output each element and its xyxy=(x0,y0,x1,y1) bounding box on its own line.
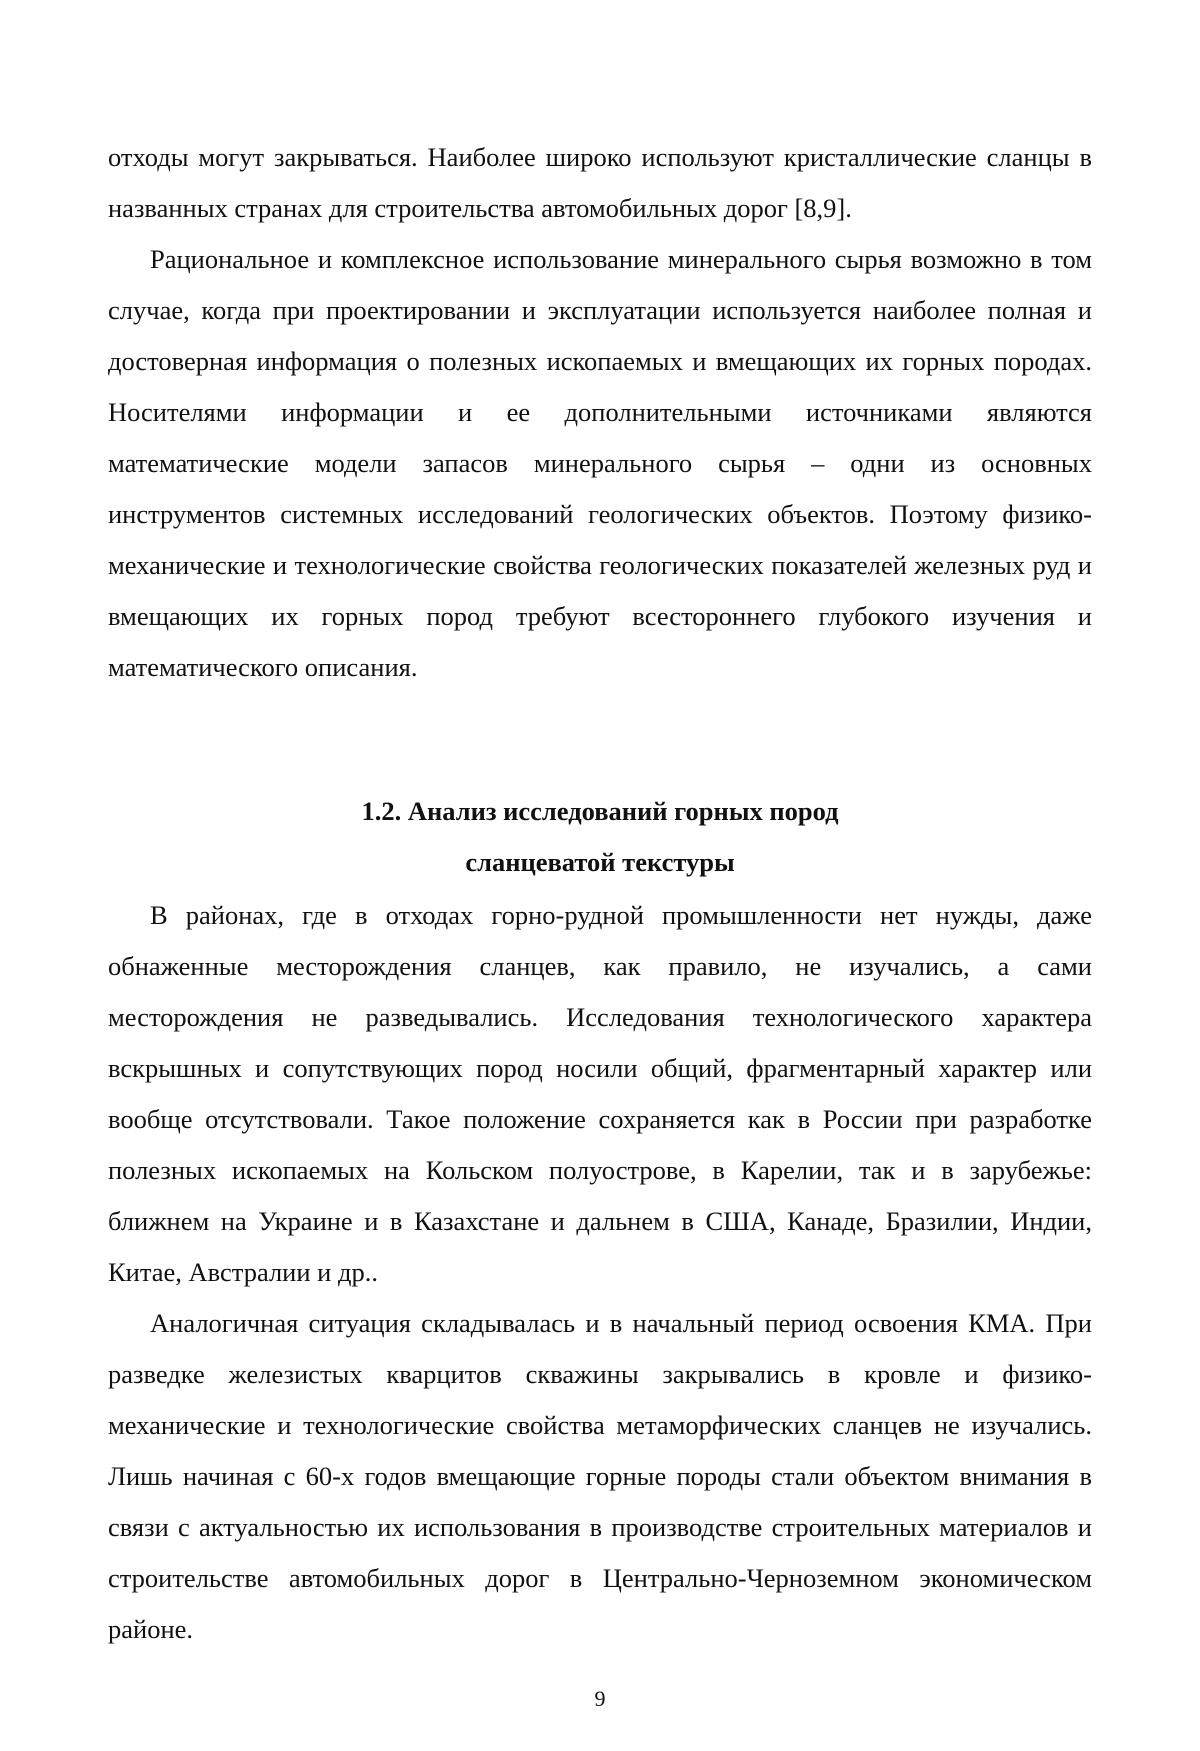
section-text xyxy=(108,890,1092,1655)
section-heading xyxy=(108,786,1092,888)
paragraph-kma: Аналогичная ситуация складывалась и в начальный период освоения КМА. При разведке железистых кварцитов скважины закрывались в кровле и физико-механические и технологические свойства метаморфических сланцев не изучались. Лишь начиная с 60-х годов вмещающие горные породы стали объектом внимания в связи с актуальностью их использования в производстве строительных материалов и строительстве автомобильных дорог в Центрально-Черноземном экономическом районе. xyxy=(108,1308,1092,1644)
intro-text xyxy=(108,132,1092,693)
paragraph-continuation: отходы могут закрываться. Наиболее широко используют кристаллические сланцы в названных странах для строительства автомобильных дорог [8,9]. xyxy=(108,142,1092,223)
section-heading-line-2: сланцеватой текстуры xyxy=(465,847,735,877)
page-number: 9 xyxy=(594,1686,606,1711)
paragraph-regions: В районах, где в отходах горно-рудной промышленности нет нужды, даже обнаженные месторождения сланцев, как правило, не изучались, а сами месторождения не разведывались. Исследования технологического характера вскрышных и сопутствующих пород носили общий, фрагментарный характер или вообще отсутствовали. Такое положение сохраняется как в России при разработке полезных ископаемых на Кольском полуострове, в Карелии, так и в зарубежье: ближнем на Украине и в Казахстане и дальнем в США, Канаде, Бразилии, Индии, Китае, Австралии и др.. xyxy=(108,900,1092,1287)
section-heading-line-1: 1.2. Анализ исследований горных пород xyxy=(361,796,839,826)
paragraph-mineral-resources: Рациональное и комплексное использование минерального сырья возможно в том случае, когда при проектировании и эксплуатации используется наиболее полная и достоверная информация о полезных ископаемых и вмещающих их горных породах. Носителями информации и ее дополнительными источниками являются математические модели запасов минерального сырья – одни из основных инструментов системных исследований геологических объектов. Поэтому физико-механические и технологические свойства геологических показателей железных руд и вмещающих их горных пород требуют всестороннего глубокого изучения и математического описания. xyxy=(108,244,1092,682)
